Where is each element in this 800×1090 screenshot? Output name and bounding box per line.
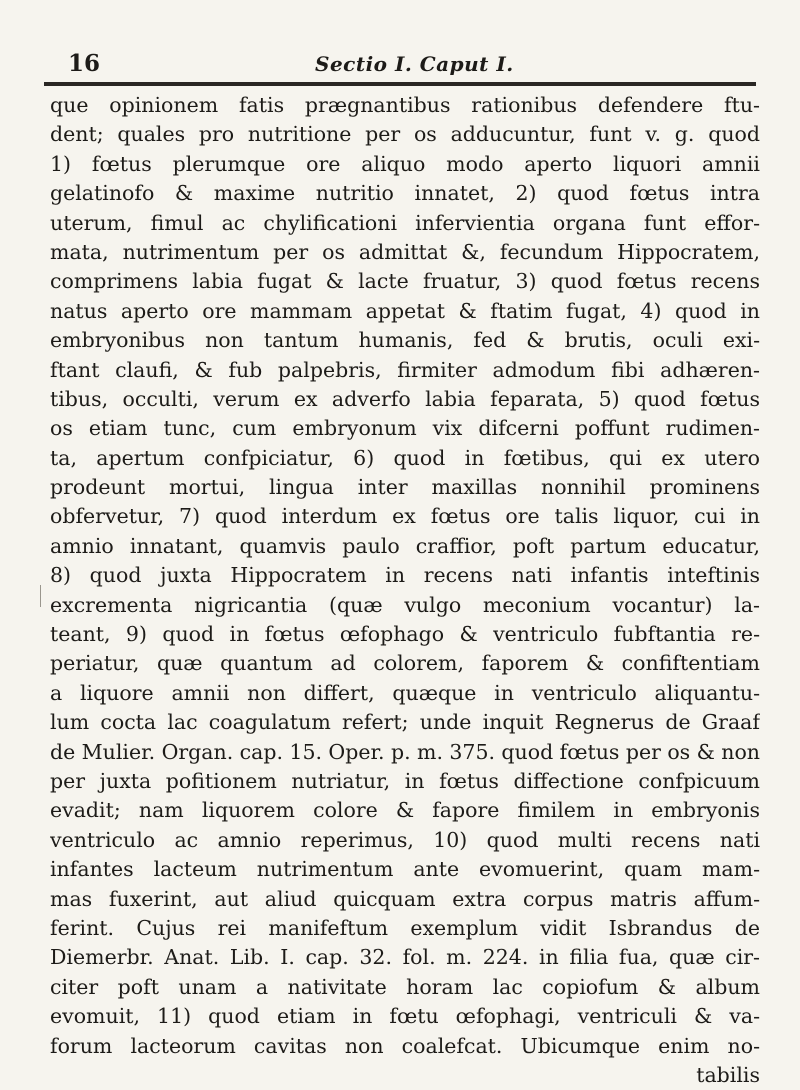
text-line: teant, 9) quod in fœtus œfophago & ventriculo fubftantia re-: [50, 622, 760, 647]
text-line: amnio innatant, quamvis paulo craffior, poft partum educatur,: [50, 533, 760, 558]
text-line: prodeunt mortui, lingua inter maxillas nonnihil prominens: [50, 475, 760, 500]
margin-mark: [40, 585, 45, 607]
text-line: per juxta pofitionem nutriatur, in fœtus diffectione confpicuum: [50, 768, 760, 793]
page-number: 16: [68, 50, 101, 77]
text-line: embryonibus non tantum humanis, fed & brutis, oculi exi-: [50, 328, 760, 353]
text-line: lum cocta lac coagulatum refert; unde inquit Regnerus de Graaf: [50, 710, 760, 735]
text-line: gelatinofo & maxime nutritio innatet, 2) quod fœtus intra: [50, 181, 760, 206]
text-line: evomuit, 11) quod etiam in fœtu œfophagi, ventriculi & va-: [50, 1004, 760, 1029]
running-head: Sectio I. Caput I.: [315, 52, 514, 76]
text-line: infantes lacteum nutrimentum ante evomuerint, quam mam-: [50, 857, 760, 882]
page-header: [40, 46, 760, 78]
text-line: comprimens labia fugat & lacte fruatur, 3) quod fœtus recens: [50, 269, 760, 294]
text-line: a liquore amnii non differt, quæque in ventriculo aliquantu-: [50, 680, 760, 705]
text-line: 1) fœtus plerumque ore aliquo modo aperto liquori amnii: [50, 151, 760, 176]
text-line: 8) quod juxta Hippocratem in recens nati infantis inteftinis: [50, 563, 760, 588]
body-text: [50, 91, 760, 1090]
text-line: ftant claufi, & fub palpebris, firmiter admodum fibi adhæren-: [50, 357, 760, 382]
text-line: dent; quales pro nutritione per os adducuntur, funt v. g. quod: [50, 122, 760, 147]
text-line: uterum, fimul ac chylificationi infervientia organa funt effor-: [50, 210, 760, 235]
text-line: tabilis: [696, 1062, 760, 1087]
text-line: ventriculo ac amnio reperimus, 10) quod multi recens nati: [50, 827, 760, 852]
text-line: natus aperto ore mammam appetat & ftatim fugat, 4) quod in: [50, 298, 760, 323]
text-line: ferint. Cujus rei manifeftum exemplum vidit Isbrandus de: [50, 915, 760, 940]
text-line: obfervetur, 7) quod interdum ex fœtus ore talis liquor, cui in: [50, 504, 760, 529]
text-line: periatur, quæ quantum ad colorem, faporem & confiftentiam: [50, 651, 760, 676]
text-line: citer poft unam a nativitate horam lac copiofum & album: [50, 974, 760, 999]
text-line: tibus, occulti, verum ex adverfo labia feparata, 5) quod fœtus: [50, 386, 760, 411]
header-rule: [44, 82, 756, 86]
text-line: de Mulier. Organ. cap. 15. Oper. p. m. 375. quod fœtus per os & non: [50, 739, 760, 764]
text-line: que opinionem fatis prægnantibus rationibus defendere ftu-: [50, 93, 760, 117]
text-line: evadit; nam liquorem colore & fapore fimilem in embryonis: [50, 798, 760, 823]
text-line: excrementa nigricantia (quæ vulgo meconium vocantur) la-: [50, 592, 760, 617]
text-line: Diemerbr. Anat. Lib. I. cap. 32. fol. m. 224. in filia fua, quæ cir-: [50, 945, 760, 970]
text-line: forum lacteorum cavitas non coalefcat. Ubicumque enim no-: [50, 1033, 760, 1058]
text-line: os etiam tunc, cum embryonum vix difcerni poffunt rudimen-: [50, 416, 760, 441]
text-line: mas fuxerint, aut aliud quicquam extra corpus matris affum-: [50, 886, 760, 911]
text-line: ta, apertum confpiciatur, 6) quod in fœtibus, qui ex utero: [50, 445, 760, 470]
text-line: mata, nutrimentum per os admittat &, fecundum Hippocratem,: [50, 239, 760, 264]
